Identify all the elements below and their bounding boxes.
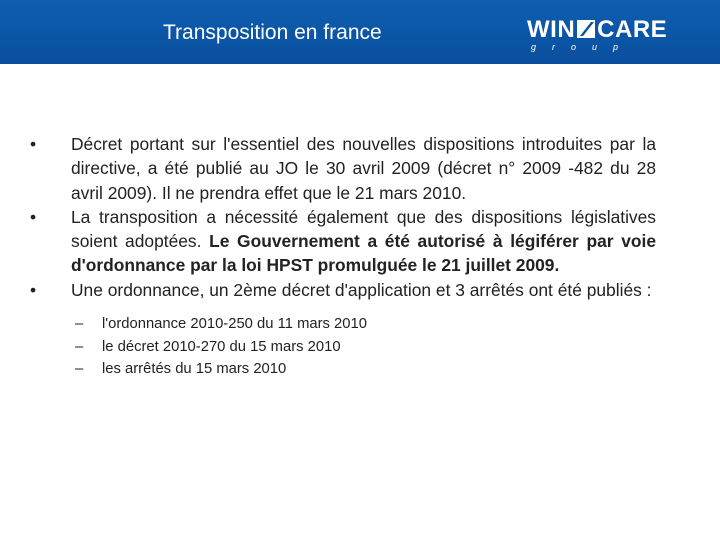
bullet-marker: • [30,206,37,227]
bullet-item [30,278,656,302]
sub-list-item [75,313,656,336]
bullet-marker: • [30,279,37,300]
slide-title: Transposition en france [163,21,382,44]
bullet-item [30,205,656,278]
bullet-marker: • [30,134,37,154]
wincare-logo [527,16,677,52]
logo-text-left: WIN [527,16,576,43]
sub-item-text: le décret 2010-270 du 15 mars 2010 [102,338,341,355]
sub-list [30,313,656,381]
bullet-text: Une ordonnance, un 2ème décret d'application et 3 arrêtés ont été publiés : [71,279,652,300]
sub-item-text: les arrêtés du 15 mars 2010 [102,361,287,378]
sub-item-marker: – [75,316,84,333]
bullet-text: La transposition a nécessité également que des dispositions législatives soient adoptées. [71,206,656,252]
sub-list-item [75,358,656,381]
logo-wordmark [527,16,667,44]
logo-text-right: CARE [597,16,668,43]
logo-subtext: group [531,42,635,52]
sub-item-text: l'ordonnance 2010-250 du 11 mars 2010 [102,316,367,333]
bullet-text: Décret portant sur l'essentiel des nouvelles dispositions introduites par la directive, a été publié au JO le 30 avril 2009 (décret n° 2009 -482 du 28 avril 2009). Il ne prendra effet que le 21 mars 2010. [71,134,656,203]
sub-item-marker: – [75,361,84,378]
slide-body [30,132,656,381]
sub-list-item [75,336,656,359]
sub-item-marker: – [75,338,84,355]
header-bar [0,0,720,64]
logo-slash-icon [576,19,596,39]
bullet-bold-text: Le Gouvernement a été autorisé à légiférer par voie d'ordonnance par la loi HPST promulguée le 21 juillet 2009. [71,231,656,276]
bullet-item [30,132,656,205]
